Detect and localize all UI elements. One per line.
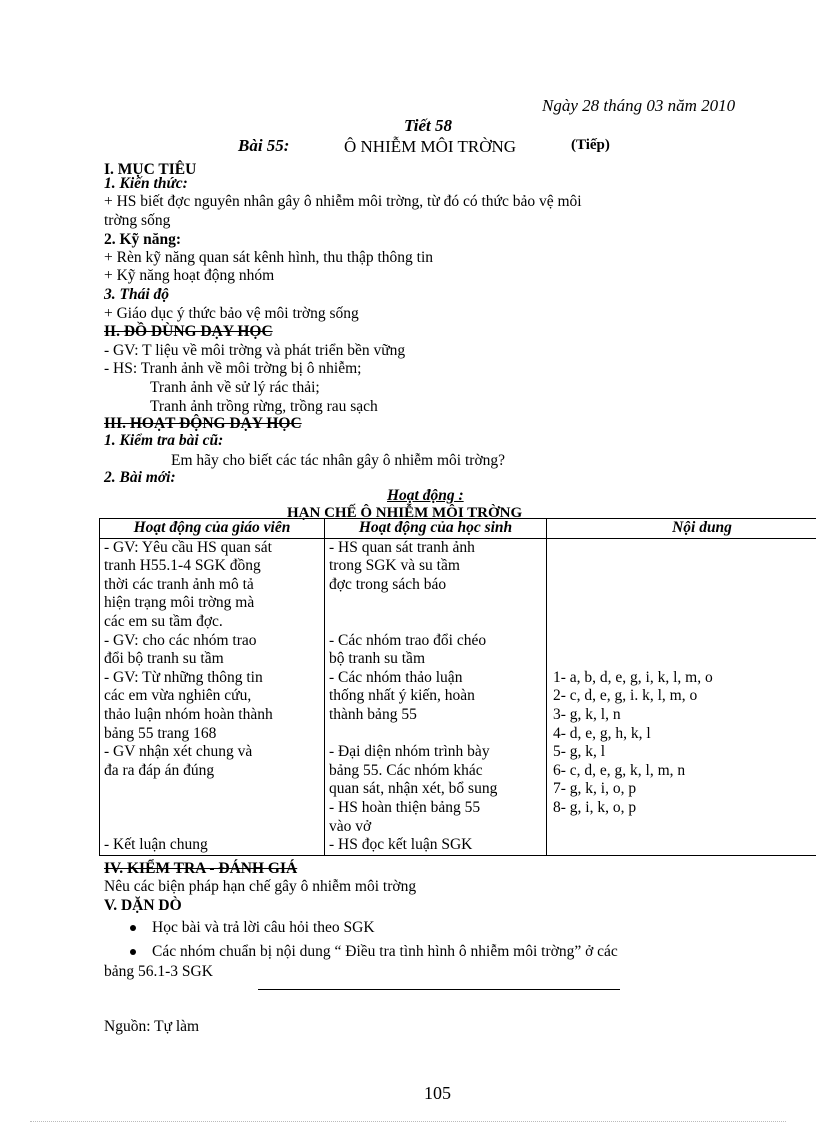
assessment-text: Nêu các biện pháp hạn chế gây ô nhiễm môi trờng [104, 878, 417, 895]
hs-line: - Các nhóm thảo luận [329, 668, 463, 686]
gv-line: - GV: Yêu cầu HS quan sát [104, 538, 272, 556]
skills-line-1: + Rèn kỹ năng quan sát kênh hình, thu thập thông tin [104, 249, 434, 266]
gv-line [104, 818, 320, 837]
gv-line: - GV: cho các nhóm trao [104, 631, 257, 649]
activity-heading: Hoạt động : [387, 487, 464, 504]
hs-line: thành bảng 55 [329, 705, 417, 723]
date: Ngày 28 tháng 03 năm 2010 [542, 96, 736, 115]
check-heading: 1. Kiểm tra bài cũ: [104, 432, 224, 449]
page-number: 105 [424, 1083, 451, 1103]
content-line: 7- g, k, i, o, p [553, 780, 637, 798]
content-line: 6- c, d, e, g, k, l, m, n [553, 761, 686, 779]
hs-line: - HS đọc kết luận SGK [329, 836, 473, 854]
gv-line: các em su tầm đợc. [104, 612, 223, 630]
gv-line: - Kết luận chung [104, 836, 208, 854]
teacher-activity-cell [100, 538, 325, 855]
hs-line: trong SGK và su tầm [329, 557, 460, 575]
hs-line: đợc trong sách báo [329, 575, 447, 593]
section-2-title: II. ĐỒ DÙNG DẠY HỌC [104, 323, 273, 340]
homework-bullet-1: Học bài và trả lời câu hỏi theo SGK [130, 918, 375, 937]
bullet-icon [130, 949, 136, 955]
hs-line [329, 725, 542, 744]
lesson-label: Bài 55: [238, 136, 290, 155]
gv-line: đa ra đáp án đúng [104, 761, 215, 779]
gv-line: thảo luận nhóm hoàn thành [104, 705, 273, 723]
knowledge-line-1: + HS biết đợc nguyên nhân gây ô nhiễm môi trờng, từ đó có thức bảo vệ môi [104, 193, 582, 210]
table-header-student: Hoạt động của học sinh [325, 519, 547, 539]
content-line: 8- g, i, k, o, p [553, 798, 637, 816]
new-lesson-heading: 2. Bài mới: [104, 469, 176, 486]
hs-line: bộ tranh su tầm [329, 650, 425, 668]
hs-line: vào vở [329, 817, 372, 835]
content-line: 5- g, k, l [553, 743, 606, 761]
gv-line: thời các tranh ảnh mô tả [104, 575, 254, 593]
content-line: 1- a, b, d, e, g, i, k, l, m, o [553, 668, 713, 686]
student-activity-cell [325, 538, 547, 855]
homework-bullet-2-cont: bảng 56.1-3 SGK [104, 963, 213, 980]
gv-line [104, 780, 320, 799]
hs-line: - Đại diện nhóm trình bày [329, 743, 490, 761]
materials-gv: - GV: T liệu về môi trờng và phát triển bền vững [104, 342, 406, 359]
materials-hs-3: Tranh ảnh trồng rừng, trồng rau sạch [150, 398, 378, 415]
hs-line [329, 613, 542, 632]
section-4-title: IV. KIỂM TRA - ĐÁNH GIÁ [104, 860, 298, 877]
attitude-line-1: + Giáo dục ý thức bảo vệ môi trờng sống [104, 305, 359, 322]
gv-line: các em vừa nghiên cứu, [104, 687, 252, 705]
content-cell [547, 538, 816, 855]
knowledge-heading: 1. Kiến thức: [104, 175, 188, 192]
hs-line: - HS hoàn thiện bảng 55 [329, 798, 481, 816]
gv-line: tranh H55.1-4 SGK đồng [104, 557, 261, 575]
table-header-content: Nội dung [547, 519, 816, 539]
table-header-teacher: Hoạt động của giáo viên [100, 519, 325, 539]
lesson-cont: (Tiếp) [571, 137, 610, 153]
footer-dotted-line [30, 1121, 786, 1122]
materials-hs-1: - HS: Tranh ảnh về môi trờng bị ô nhiễm; [104, 360, 362, 377]
check-question: Em hãy cho biết các tác nhân gây ô nhiễm môi trờng? [171, 452, 506, 469]
gv-line: hiện trạng môi trờng mà [104, 594, 255, 612]
hs-line: - HS quan sát tranh ảnh [329, 538, 475, 556]
hs-line: bảng 55. Các nhóm khác [329, 761, 483, 779]
hs-line [329, 594, 542, 613]
gv-line: - GV nhận xét chung và [104, 743, 253, 761]
attitude-heading: 3. Thái độ [104, 286, 170, 303]
homework-bullet-2: Các nhóm chuẩn bị nội dung “ Điều tra tình hình ô nhiễm môi trờng” ở các [130, 942, 618, 961]
source: Nguồn: Tự làm [104, 1018, 200, 1035]
skills-heading: 2. Kỹ năng: [104, 231, 182, 248]
lesson-title: Ô NHIỄM MÔI TRỜNG [344, 137, 517, 156]
hs-line: - Các nhóm trao đổi chéo [329, 631, 487, 649]
content-line: 3- g, k, l, n [553, 705, 621, 723]
lesson-number: Tiết 58 [404, 116, 452, 135]
activity-title: HẠN CHẾ Ô NHIỄM MÔI TRỜNG [287, 505, 523, 521]
materials-hs-2: Tranh ảnh về sử lý rác thải; [150, 379, 320, 396]
section-1-title: I. MỤC TIÊU [104, 161, 197, 178]
content-line: 2- c, d, e, g, i. k, l, m, o [553, 687, 698, 705]
divider [258, 989, 620, 990]
knowledge-line-2: trờng sống [104, 212, 171, 229]
activity-table [99, 518, 816, 856]
skills-line-2: + Kỹ năng hoạt động nhóm [104, 267, 275, 284]
section-3-title: III. HOẠT ĐỘNG DẠY HỌC [104, 415, 302, 432]
gv-line: đổi bộ tranh su tầm [104, 650, 224, 668]
hs-line: thống nhất ý kiến, hoàn [329, 687, 475, 705]
bullet-icon [130, 925, 136, 931]
hs-line: quan sát, nhận xét, bổ sung [329, 780, 498, 798]
content-line: 4- d, e, g, h, k, l [553, 724, 651, 742]
gv-line: bảng 55 trang 168 [104, 724, 217, 742]
gv-line [104, 799, 320, 818]
section-5-title: V. DẶN DÒ [104, 897, 182, 914]
gv-line: - GV: Từ những thông tin [104, 668, 263, 686]
